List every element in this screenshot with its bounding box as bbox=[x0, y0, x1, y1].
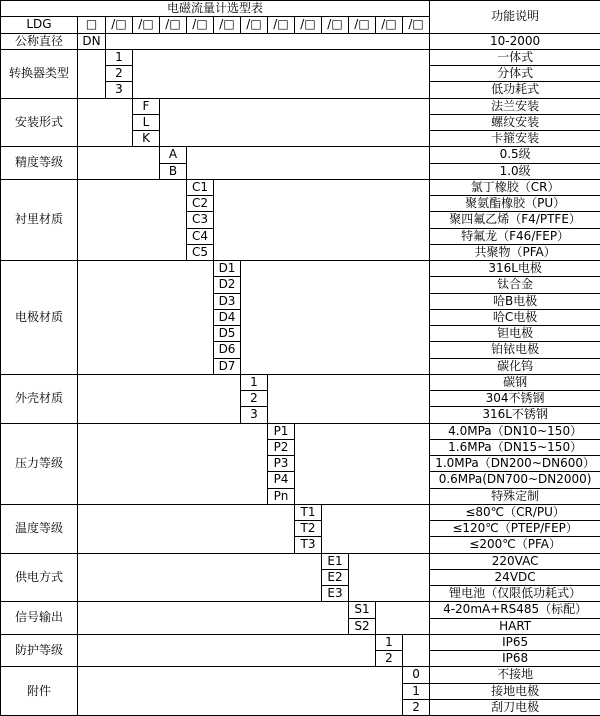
code-cell-converter-type: 1 bbox=[106, 49, 133, 65]
function-cell-signal-output: HART bbox=[430, 618, 600, 634]
code-cell-pressure-rating: Pn bbox=[268, 488, 295, 504]
function-cell-temperature-rating: ≤80℃（CR/PU） bbox=[430, 504, 600, 520]
spacer-cell bbox=[241, 261, 430, 375]
code-cell-temperature-rating: T2 bbox=[295, 521, 322, 537]
function-cell-converter-type: 低功耗式 bbox=[430, 82, 600, 98]
spacer-cell bbox=[214, 179, 430, 260]
function-cell-pressure-rating: 1.6MPa（DN15~150） bbox=[430, 439, 600, 455]
function-cell-protection-rating: IP68 bbox=[430, 651, 600, 667]
function-cell-pressure-rating: 0.6MPa(DN700~DN2000) bbox=[430, 472, 600, 488]
code-cell-electrode-material: D2 bbox=[214, 277, 241, 293]
section-label-signal-output: 信号输出 bbox=[1, 602, 78, 635]
function-cell-electrode-material: 铂铱电极 bbox=[430, 342, 600, 358]
function-cell-accuracy-class: 0.5级 bbox=[430, 147, 600, 163]
code-cell-electrode-material: D7 bbox=[214, 358, 241, 374]
section-label-accessories: 附件 bbox=[1, 667, 78, 716]
spacer-cell bbox=[349, 553, 430, 602]
function-cell-electrode-material: 碳化钨 bbox=[430, 358, 600, 374]
function-cell-liner-material: 特氟龙（F46/FEP） bbox=[430, 228, 600, 244]
code-slot-placeholder: /□ bbox=[241, 17, 268, 33]
section-label-electrode-material: 电极材质 bbox=[1, 261, 78, 375]
function-cell-housing-material: 304不锈钢 bbox=[430, 391, 600, 407]
function-cell-electrode-material: 316L电极 bbox=[430, 261, 600, 277]
ldg-prefix-label: LDG bbox=[1, 17, 78, 33]
function-cell-power-supply: 220VAC bbox=[430, 553, 600, 569]
code-cell-temperature-rating: T3 bbox=[295, 537, 322, 553]
code-cell-electrode-material: D6 bbox=[214, 342, 241, 358]
function-cell-accessories: 接地电极 bbox=[430, 683, 600, 699]
function-cell-power-supply: 24VDC bbox=[430, 569, 600, 585]
section-label-protection-rating: 防护等级 bbox=[1, 634, 78, 667]
spacer-cell bbox=[78, 504, 295, 553]
code-cell-installation-type: L bbox=[133, 114, 160, 130]
section-label-accuracy-class: 精度等级 bbox=[1, 147, 78, 180]
code-cell-liner-material: C1 bbox=[187, 179, 214, 195]
code-cell-accessories: 1 bbox=[403, 683, 430, 699]
code-cell-temperature-rating: T1 bbox=[295, 504, 322, 520]
function-cell-electrode-material: 哈C电极 bbox=[430, 309, 600, 325]
code-cell-power-supply: E1 bbox=[322, 553, 349, 569]
spacer-cell bbox=[78, 374, 241, 423]
spacer-cell bbox=[78, 261, 214, 375]
spacer-cell bbox=[78, 49, 106, 98]
function-cell-liner-material: 聚氨酯橡胶（PU） bbox=[430, 196, 600, 212]
code-slot-placeholder: /□ bbox=[268, 17, 295, 33]
code-cell-pressure-rating: P2 bbox=[268, 439, 295, 455]
function-cell-pressure-rating: 1.0MPa（DN200~DN600） bbox=[430, 456, 600, 472]
section-label-pressure-rating: 压力等级 bbox=[1, 423, 78, 504]
code-slot-placeholder: /□ bbox=[133, 17, 160, 33]
spacer-cell bbox=[78, 667, 403, 716]
function-cell-power-supply: 锂电池（仅限低功耗式） bbox=[430, 586, 600, 602]
spacer-cell bbox=[78, 98, 133, 147]
code-cell-pressure-rating: P4 bbox=[268, 472, 295, 488]
function-cell-electrode-material: 钽电极 bbox=[430, 326, 600, 342]
function-cell-installation-type: 螺纹安装 bbox=[430, 114, 600, 130]
code-cell-accuracy-class: B bbox=[160, 163, 187, 179]
function-cell-pressure-rating: 特殊定制 bbox=[430, 488, 600, 504]
code-cell-converter-type: 3 bbox=[106, 82, 133, 98]
function-cell-accessories: 不接地 bbox=[430, 667, 600, 683]
spacer-cell bbox=[106, 33, 430, 49]
code-cell-installation-type: F bbox=[133, 98, 160, 114]
code-cell-accessories: 2 bbox=[403, 699, 430, 715]
function-cell-pressure-rating: 4.0MPa（DN10~150） bbox=[430, 423, 600, 439]
function-cell-temperature-rating: ≤120℃（PTEP/FEP） bbox=[430, 521, 600, 537]
spacer-cell bbox=[403, 634, 430, 667]
function-description-header: 功能说明 bbox=[430, 1, 600, 34]
code-cell-nominal-diameter: DN bbox=[78, 33, 106, 49]
section-label-power-supply: 供电方式 bbox=[1, 553, 78, 602]
code-cell-converter-type: 2 bbox=[106, 66, 133, 82]
code-cell-liner-material: C4 bbox=[187, 228, 214, 244]
code-cell-power-supply: E2 bbox=[322, 569, 349, 585]
code-slot-placeholder: /□ bbox=[403, 17, 430, 33]
code-cell-protection-rating: 1 bbox=[376, 634, 403, 650]
spacer-cell bbox=[295, 423, 430, 504]
function-cell-nominal-diameter: 10-2000 bbox=[430, 33, 600, 49]
code-box-placeholder: □ bbox=[78, 17, 106, 33]
section-label-liner-material: 衬里材质 bbox=[1, 179, 78, 260]
spacer-cell bbox=[268, 374, 430, 423]
code-cell-pressure-rating: P1 bbox=[268, 423, 295, 439]
section-label-converter-type: 转换器类型 bbox=[1, 49, 78, 98]
function-cell-electrode-material: 哈B电极 bbox=[430, 293, 600, 309]
code-cell-liner-material: C5 bbox=[187, 244, 214, 260]
spacer-cell bbox=[78, 602, 349, 635]
code-cell-pressure-rating: P3 bbox=[268, 456, 295, 472]
spacer-cell bbox=[322, 504, 430, 553]
spacer-cell bbox=[187, 147, 430, 180]
code-cell-electrode-material: D1 bbox=[214, 261, 241, 277]
function-cell-accessories: 刮刀电极 bbox=[430, 699, 600, 715]
section-label-temperature-rating: 温度等级 bbox=[1, 504, 78, 553]
code-cell-power-supply: E3 bbox=[322, 586, 349, 602]
section-label-installation-type: 安装形式 bbox=[1, 98, 78, 147]
spacer-cell bbox=[133, 49, 430, 98]
function-cell-housing-material: 316L不锈钢 bbox=[430, 407, 600, 423]
code-cell-accessories: 0 bbox=[403, 667, 430, 683]
function-cell-signal-output: 4-20mA+RS485（标配） bbox=[430, 602, 600, 618]
code-cell-housing-material: 1 bbox=[241, 374, 268, 390]
function-cell-accuracy-class: 1.0级 bbox=[430, 163, 600, 179]
section-label-nominal-diameter: 公称直径 bbox=[1, 33, 78, 49]
code-cell-electrode-material: D4 bbox=[214, 309, 241, 325]
function-cell-liner-material: 共聚物（PFA） bbox=[430, 244, 600, 260]
code-slot-placeholder: /□ bbox=[106, 17, 133, 33]
code-cell-electrode-material: D5 bbox=[214, 326, 241, 342]
function-cell-installation-type: 卡箍安装 bbox=[430, 131, 600, 147]
function-cell-protection-rating: IP65 bbox=[430, 634, 600, 650]
code-slot-placeholder: /□ bbox=[349, 17, 376, 33]
function-cell-temperature-rating: ≤200℃（PFA） bbox=[430, 537, 600, 553]
code-cell-signal-output: S1 bbox=[349, 602, 376, 618]
code-cell-installation-type: K bbox=[133, 131, 160, 147]
code-cell-electrode-material: D3 bbox=[214, 293, 241, 309]
code-cell-signal-output: S2 bbox=[349, 618, 376, 634]
function-cell-installation-type: 法兰安装 bbox=[430, 98, 600, 114]
code-cell-housing-material: 3 bbox=[241, 407, 268, 423]
function-cell-liner-material: 氯丁橡胶（CR） bbox=[430, 179, 600, 195]
spacer-cell bbox=[78, 147, 160, 180]
table-title: 电磁流量计选型表 bbox=[1, 1, 430, 17]
function-cell-electrode-material: 钛合金 bbox=[430, 277, 600, 293]
code-cell-liner-material: C2 bbox=[187, 196, 214, 212]
spacer-cell bbox=[376, 602, 430, 635]
code-cell-liner-material: C3 bbox=[187, 212, 214, 228]
spacer-cell bbox=[78, 179, 187, 260]
code-slot-placeholder: /□ bbox=[322, 17, 349, 33]
section-label-housing-material: 外壳材质 bbox=[1, 374, 78, 423]
spacer-cell bbox=[78, 423, 268, 504]
code-slot-placeholder: /□ bbox=[214, 17, 241, 33]
code-slot-placeholder: /□ bbox=[295, 17, 322, 33]
code-slot-placeholder: /□ bbox=[187, 17, 214, 33]
function-cell-converter-type: 一体式 bbox=[430, 49, 600, 65]
function-cell-liner-material: 聚四氟乙烯（F4/PTFE） bbox=[430, 212, 600, 228]
spacer-cell bbox=[78, 634, 376, 667]
function-cell-converter-type: 分体式 bbox=[430, 66, 600, 82]
code-cell-housing-material: 2 bbox=[241, 391, 268, 407]
spacer-cell bbox=[78, 553, 322, 602]
function-cell-housing-material: 碳钢 bbox=[430, 374, 600, 390]
spacer-cell bbox=[160, 98, 430, 147]
code-slot-placeholder: /□ bbox=[376, 17, 403, 33]
selection-table-body bbox=[1, 1, 600, 716]
code-slot-placeholder: /□ bbox=[160, 17, 187, 33]
code-cell-accuracy-class: A bbox=[160, 147, 187, 163]
code-cell-protection-rating: 2 bbox=[376, 651, 403, 667]
